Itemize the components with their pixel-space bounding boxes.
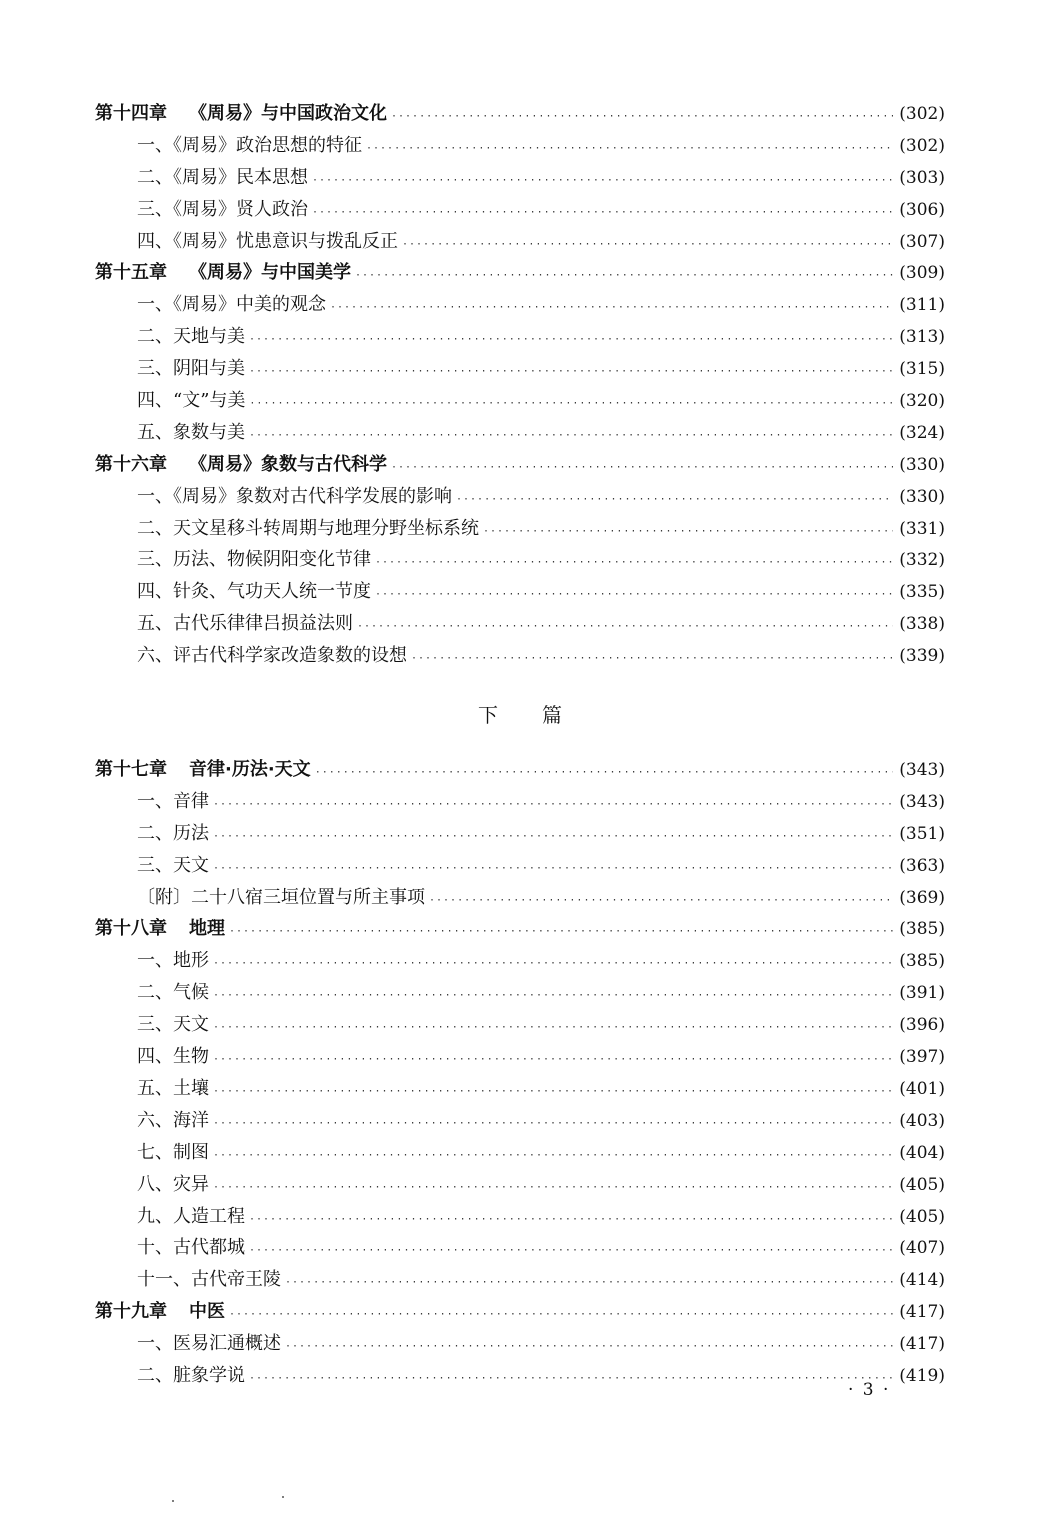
- section-title: 三、阴阳与美: [137, 358, 245, 380]
- toc-section-entry: [95, 1201, 945, 1233]
- toc-section-entry: [95, 1137, 945, 1169]
- dot-leader: [249, 1235, 893, 1267]
- toc-section-entry: [95, 321, 945, 353]
- page-number: (324): [899, 422, 945, 443]
- table-of-contents: [95, 98, 945, 1392]
- section-title: 八、灾异: [137, 1173, 209, 1195]
- section-title: 六、评古代科学家改造象数的设想: [137, 645, 407, 667]
- section-title: 三、天文: [137, 1014, 209, 1036]
- dot-leader: [330, 292, 893, 324]
- part-heading-left: 下: [478, 702, 498, 727]
- section-title: 十、古代都城: [137, 1237, 245, 1259]
- toc-group-lower: [95, 754, 945, 1392]
- toc-section-entry: [95, 417, 945, 449]
- page-number: (417): [899, 1334, 945, 1355]
- section-title: 六、海洋: [137, 1109, 209, 1131]
- toc-section-entry: [95, 289, 945, 321]
- dot-leader: [285, 1331, 893, 1363]
- page-number: (351): [899, 823, 945, 844]
- page-number: (335): [899, 582, 945, 603]
- toc-section-entry: [95, 513, 945, 545]
- chapter-number: 第十六章: [95, 453, 167, 475]
- toc-chapter-entry: [95, 257, 945, 289]
- dot-leader: [456, 484, 893, 516]
- toc-section-entry: [95, 353, 945, 385]
- page-number: (309): [899, 263, 945, 284]
- section-title: 五、古代乐律律吕损益法则: [137, 613, 353, 635]
- toc-section-entry: [95, 977, 945, 1009]
- dot-leader: [249, 388, 893, 420]
- toc-chapter-entry: [95, 449, 945, 481]
- page-number: (332): [899, 550, 945, 571]
- page-folio: · 3 ·: [848, 1380, 891, 1400]
- dot-leader: [429, 885, 893, 917]
- section-title: 二、天地与美: [137, 326, 245, 348]
- toc-section-entry: [95, 481, 945, 513]
- dot-leader: [357, 611, 893, 643]
- toc-chapter-entry: [95, 98, 945, 130]
- chapter-number: 第十九章: [95, 1301, 167, 1323]
- dot-leader: [249, 324, 893, 356]
- dot-leader: [229, 1299, 893, 1331]
- dot-leader: [213, 1044, 893, 1076]
- chapter-number: 第十八章: [95, 918, 167, 940]
- page-number: (303): [899, 167, 945, 188]
- page-number: (363): [899, 855, 945, 876]
- dot-leader: [366, 133, 893, 165]
- section-title: 二、气候: [137, 982, 209, 1004]
- dot-leader: [213, 1172, 893, 1204]
- section-title: 五、象数与美: [137, 421, 245, 443]
- section-title: 九、人造工程: [137, 1205, 245, 1227]
- toc-section-entry: [95, 1009, 945, 1041]
- part-heading-right: 篇: [542, 702, 562, 727]
- section-title: 一、《周易》象数对古代科学发展的影响: [137, 485, 452, 507]
- toc-section-entry: [95, 882, 945, 914]
- toc-section-entry: [95, 385, 945, 417]
- page-number: (330): [899, 486, 945, 507]
- toc-section-entry: [95, 1360, 945, 1392]
- dot-leader: [312, 197, 893, 229]
- dot-leader: [213, 1012, 893, 1044]
- page-number: (307): [899, 231, 945, 252]
- dot-leader: [213, 1140, 893, 1172]
- page-number: (405): [899, 1206, 945, 1227]
- dot-leader: [229, 916, 893, 948]
- chapter-number: 第十七章: [95, 759, 167, 781]
- toc-section-entry: [95, 194, 945, 226]
- dot-leader: [285, 1267, 893, 1299]
- toc-section-entry: [95, 818, 945, 850]
- toc-section-entry: [95, 786, 945, 818]
- section-title: 二、历法: [137, 822, 209, 844]
- section-title: 一、《周易》中美的观念: [137, 294, 326, 316]
- toc-group-upper: [95, 98, 945, 672]
- page-number: (404): [899, 1142, 945, 1163]
- toc-section-entry: [95, 1264, 945, 1296]
- page-number: (315): [899, 359, 945, 380]
- toc-section-entry: [95, 226, 945, 258]
- toc-section-entry: [95, 130, 945, 162]
- toc-section-entry: [95, 945, 945, 977]
- toc-chapter-entry: [95, 754, 945, 786]
- page-number: (407): [899, 1238, 945, 1259]
- page-number: (419): [899, 1365, 945, 1386]
- dot-leader: [391, 452, 893, 484]
- dot-leader: [312, 165, 893, 197]
- section-title: 二、脏象学说: [137, 1364, 245, 1386]
- page-number: (306): [899, 199, 945, 220]
- chapter-title: 中医: [189, 1301, 225, 1323]
- section-title: 三、《周易》贤人政治: [137, 198, 308, 220]
- toc-section-entry: [95, 850, 945, 882]
- dot-leader: [249, 420, 893, 452]
- page-number: (385): [899, 919, 945, 940]
- scan-speck: [172, 1500, 174, 1502]
- page-number: (391): [899, 983, 945, 1004]
- section-title: 一、地形: [137, 950, 209, 972]
- page-number: (302): [899, 135, 945, 156]
- section-title: 七、制图: [137, 1141, 209, 1163]
- section-title: 〔附〕二十八宿三垣位置与所主事项: [137, 886, 425, 908]
- toc-section-entry: [95, 576, 945, 608]
- page-number: (343): [899, 760, 945, 781]
- page-number: (397): [899, 1047, 945, 1068]
- dot-leader: [391, 101, 893, 133]
- toc-chapter-entry: [95, 1296, 945, 1328]
- page-number: (414): [899, 1270, 945, 1291]
- section-title: 一、音律: [137, 790, 209, 812]
- dot-leader: [249, 1363, 893, 1395]
- dot-leader: [213, 821, 893, 853]
- page-number: (313): [899, 327, 945, 348]
- dot-leader: [249, 1204, 893, 1236]
- page-number: (311): [899, 295, 945, 316]
- page-number: (369): [899, 887, 945, 908]
- dot-leader: [315, 757, 894, 789]
- chapter-number: 第十五章: [95, 262, 167, 284]
- chapter-title: 《周易》与中国政治文化: [189, 103, 387, 124]
- chapter-title: 地理: [189, 918, 225, 940]
- chapter-title: 音律·历法·天文: [189, 759, 311, 781]
- page-number: (403): [899, 1110, 945, 1131]
- section-title: 二、天文星移斗转周期与地理分野坐标系统: [137, 517, 479, 539]
- part-heading: [95, 672, 945, 754]
- section-title: 四、《周易》忧患意识与拨乱反正: [137, 230, 398, 252]
- section-title: 二、《周易》民本思想: [137, 166, 308, 188]
- dot-leader: [213, 789, 893, 821]
- dot-leader: [375, 547, 893, 579]
- section-title: 四、“文”与美: [137, 390, 246, 412]
- section-title: 一、《周易》政治思想的特征: [137, 134, 362, 156]
- toc-section-entry: [95, 1169, 945, 1201]
- dot-leader: [213, 1076, 893, 1108]
- section-title: 三、天文: [137, 854, 209, 876]
- page-number: (343): [899, 791, 945, 812]
- toc-section-entry: [95, 1328, 945, 1360]
- toc-chapter-entry: [95, 913, 945, 945]
- dot-leader: [483, 516, 893, 548]
- chapter-number: 第十四章: [95, 103, 167, 124]
- dot-leader: [411, 643, 893, 675]
- toc-section-entry: [95, 608, 945, 640]
- section-title: 十一、古代帝王陵: [137, 1269, 281, 1291]
- section-title: 三、历法、物候阴阳变化节律: [137, 549, 371, 571]
- page-number: (417): [899, 1302, 945, 1323]
- toc-section-entry: [95, 1041, 945, 1073]
- section-title: 一、医易汇通概述: [137, 1333, 281, 1355]
- page-number: (330): [899, 454, 945, 475]
- dot-leader: [355, 260, 893, 292]
- toc-section-entry: [95, 544, 945, 576]
- toc-section-entry: [95, 1232, 945, 1264]
- page-number: (302): [899, 104, 945, 124]
- page-number: (405): [899, 1174, 945, 1195]
- dot-leader: [213, 853, 893, 885]
- dot-leader: [402, 229, 893, 261]
- dot-leader: [249, 356, 893, 388]
- section-title: 五、土壤: [137, 1077, 209, 1099]
- toc-section-entry: [95, 1073, 945, 1105]
- toc-section-entry: [95, 162, 945, 194]
- page-number: (338): [899, 614, 945, 635]
- section-title: 四、针灸、气功天人统一节度: [137, 581, 371, 603]
- page-number: (401): [899, 1078, 945, 1099]
- page-number: (331): [899, 518, 945, 539]
- chapter-title: 《周易》与中国美学: [189, 262, 351, 284]
- dot-leader: [213, 1108, 893, 1140]
- chapter-title: 《周易》象数与古代科学: [189, 453, 387, 475]
- page-number: (396): [899, 1015, 945, 1036]
- dot-leader: [375, 579, 893, 611]
- dot-leader: [213, 948, 893, 980]
- dot-leader: [213, 980, 893, 1012]
- page-number: (339): [899, 646, 945, 667]
- toc-section-entry: [95, 1105, 945, 1137]
- page-number: (320): [899, 391, 945, 412]
- page-number: (385): [899, 951, 945, 972]
- section-title: 四、生物: [137, 1046, 209, 1068]
- scan-speck: [282, 1496, 284, 1498]
- toc-section-entry: [95, 640, 945, 672]
